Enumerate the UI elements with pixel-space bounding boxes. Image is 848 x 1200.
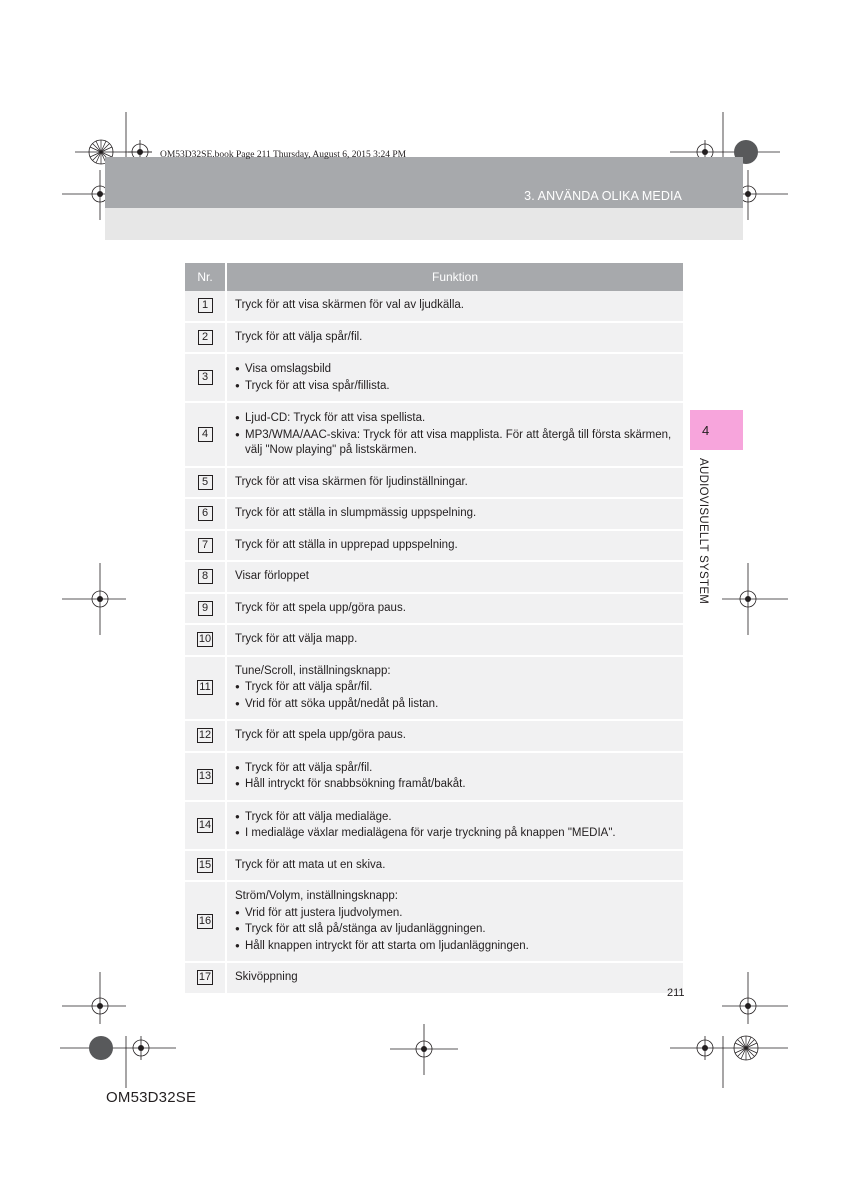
table-row: [185, 593, 683, 625]
row-number-cell: [185, 561, 226, 593]
bullet-item: ● Tryck för att slå på/stänga av ljudanläggningen.: [235, 921, 675, 938]
table-row: [185, 801, 683, 850]
row-number: 14: [198, 818, 212, 831]
bullet-item: ● MP3/WMA/AAC-skiva: Tryck för att visa mapplista. För att återgå till första skärmen, välj "Now playing" på listskärmen.: [235, 427, 675, 459]
row-number: 1: [198, 298, 213, 313]
function-cell: [226, 752, 683, 801]
row-number-cell: [185, 801, 226, 850]
function-text: Tryck för att spela upp/göra paus.: [235, 729, 406, 741]
row-number: 11: [199, 681, 211, 694]
row-number: 4: [198, 427, 213, 442]
function-cell: [226, 561, 683, 593]
function-cell: [226, 530, 683, 562]
chapter-name: AUDIOVISUELLT SYSTEM: [697, 458, 709, 605]
header-nr: Nr.: [185, 263, 226, 291]
function-text: Tryck för att ställa in upprepad uppspelning.: [235, 538, 458, 551]
function-text: Tryck för att ställa in slumpmässig uppspelning.: [235, 507, 477, 519]
table-row: [185, 656, 683, 721]
header-funktion: Funktion: [226, 263, 683, 291]
bullet-item: ● Vrid för att justera ljudvolymen.: [235, 905, 675, 922]
table-row: [185, 561, 683, 593]
bullet-item: ● Håll knappen intryckt för att starta om ljudanläggningen.: [235, 938, 675, 955]
bullet-item: ● Visa omslagsbild: [235, 361, 675, 378]
function-table: [185, 263, 683, 995]
row-number-cell: [185, 720, 226, 752]
row-number-cell: [185, 402, 226, 467]
table-row: [185, 291, 683, 322]
table-row: [185, 467, 683, 499]
table-row: [185, 850, 683, 882]
function-cell: [226, 624, 683, 656]
row-number: 12: [198, 729, 212, 742]
table-header-row: [185, 263, 683, 291]
row-number-cell: [185, 291, 226, 322]
bullet-item: ● Ljud-CD: Tryck för att visa spellista.: [235, 410, 675, 427]
bullet-item: ● Tryck för att välja medialäge.: [235, 809, 675, 826]
bullet-item: ● Håll intryckt för snabbsökning framåt/bakåt.: [235, 776, 675, 793]
chapter-number: 4: [702, 422, 710, 438]
function-cell: [226, 593, 683, 625]
row-number: 13: [198, 769, 212, 782]
row-number-cell: [185, 881, 226, 962]
row-number-cell: [185, 850, 226, 882]
function-cell: [226, 467, 683, 499]
section-title: 3. ANVÄNDA OLIKA MEDIA: [524, 189, 682, 203]
row-number-cell: [185, 656, 226, 721]
table-row: [185, 402, 683, 467]
bullet-item: ● I medialäge växlar medialägena för varje tryckning på knappen "MEDIA".: [235, 825, 675, 842]
function-text: Tryck för att välja spår/fil.: [235, 330, 363, 343]
row-number-cell: [185, 962, 226, 994]
page-number: 211: [667, 987, 685, 999]
function-text: Skivöppning: [235, 971, 298, 983]
function-cell: [226, 322, 683, 354]
table-body: [185, 291, 683, 994]
function-cell: [226, 720, 683, 752]
function-text: Tryck för att välja mapp.: [235, 633, 358, 645]
row-number: 8: [198, 569, 213, 584]
table-row: [185, 720, 683, 752]
function-cell: [226, 353, 683, 402]
bullet-item: ● Tryck för att välja spår/fil.: [235, 679, 675, 696]
row-number: 2: [198, 330, 213, 345]
function-cell: [226, 962, 683, 994]
function-text: Tryck för att spela upp/göra paus.: [235, 601, 406, 614]
function-cell: [226, 801, 683, 850]
function-text: Ström/Volym, inställningsknapp:: [235, 890, 398, 902]
function-cell: [226, 498, 683, 530]
table-row: [185, 530, 683, 562]
row-number: 16: [198, 915, 212, 927]
bullet-item: ● Vrid för att söka uppåt/nedåt på listan.: [235, 696, 675, 713]
table-row: [185, 498, 683, 530]
doc-code: OM53D32SE: [106, 1089, 197, 1106]
table-row: [185, 353, 683, 402]
bullet-item: ● Tryck för att visa spår/fillista.: [235, 378, 675, 395]
table-row: [185, 752, 683, 801]
row-number: 10: [198, 633, 212, 646]
function-text: Tune/Scroll, inställningsknapp:: [235, 664, 391, 677]
function-text: Tryck för att visa skärmen för val av ljudkälla.: [235, 299, 465, 311]
row-number: 7: [198, 538, 213, 553]
function-cell: [226, 656, 683, 721]
row-number: 5: [198, 475, 213, 490]
table-row: [185, 881, 683, 962]
row-number: 17: [198, 971, 212, 984]
table-row: [185, 962, 683, 994]
function-cell: [226, 402, 683, 467]
row-number-cell: [185, 498, 226, 530]
row-number: 15: [198, 858, 212, 871]
function-text: Tryck för att mata ut en skiva.: [235, 858, 386, 871]
row-number-cell: [185, 593, 226, 625]
table-row: [185, 624, 683, 656]
row-number-cell: [185, 530, 226, 562]
row-number-cell: [185, 752, 226, 801]
row-number-cell: [185, 467, 226, 499]
function-cell: [226, 291, 683, 322]
function-cell: [226, 850, 683, 882]
book-info: OM53D32SE.book Page 211 Thursday, August 6, 2015 3:24 PM: [160, 150, 407, 160]
chapter-tab: [690, 410, 743, 450]
row-number-cell: [185, 322, 226, 354]
function-text: Tryck för att visa skärmen för ljudinställningar.: [235, 475, 468, 488]
bullet-item: ● Tryck för att välja spår/fil.: [235, 760, 675, 777]
function-cell: [226, 881, 683, 962]
table-row: [185, 322, 683, 354]
row-number: 9: [198, 601, 213, 616]
row-number-cell: [185, 624, 226, 656]
row-number: 6: [198, 506, 213, 521]
row-number-cell: [185, 353, 226, 402]
function-text: Visar förloppet: [235, 570, 309, 582]
row-number: 3: [198, 370, 213, 385]
